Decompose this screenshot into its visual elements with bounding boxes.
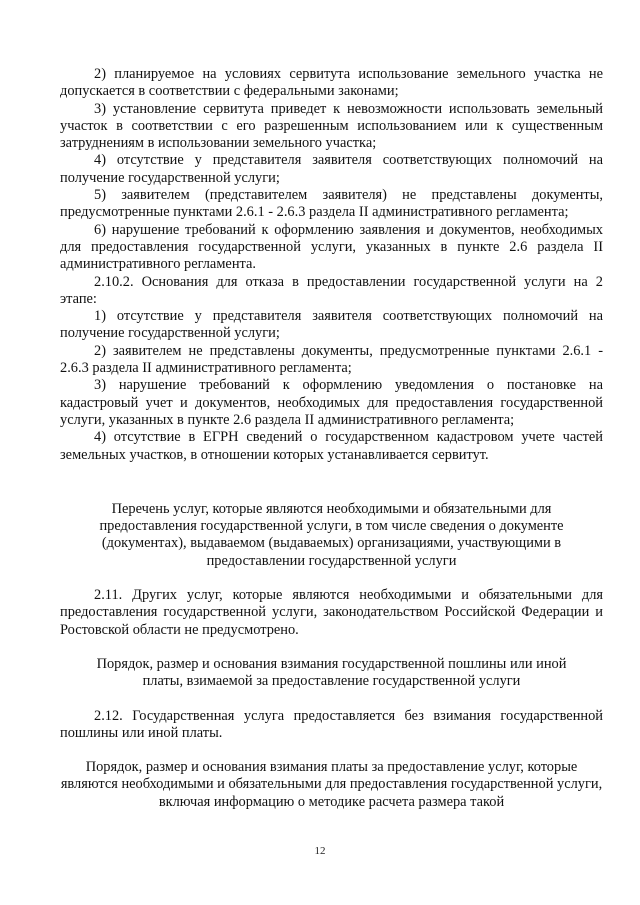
- spacer: [60, 691, 603, 708]
- section-heading-payment-procedure: Порядок, размер и основания взимания платы за предоставление услуг, которые являются необходимыми и обязательными для предоставления государственной услуги, включая информацию о методике расчета размера такой: [60, 759, 603, 810]
- spacer: [60, 639, 603, 656]
- document-body: [60, 66, 603, 811]
- paragraph-item-6: 6) нарушение требований к оформлению заявления и документов, необходимых для предоставления государственной услуги, указанных в пункте 2.6 раздела II административного регламента.: [60, 221, 603, 273]
- paragraph-item-4: 4) отсутствие у представителя заявителя соответствующих полномочий на получение государственной услуги;: [60, 152, 603, 186]
- paragraph-stage2-item-1: 1) отсутствие у представителя заявителя соответствующих полномочий на получение государственной услуги;: [60, 308, 603, 342]
- paragraph-stage2-item-3: 3) нарушение требований к оформлению уведомления о постановке на кадастровый учет и документов, необходимых для предоставления государственной услуги, указанных в пункте 2.6 раздела II административного регламента;: [60, 377, 603, 428]
- paragraph-stage2-item-2: 2) заявителем не представлены документы, предусмотренные пунктами 2.6.1 - 2.6.3 раздела II административного регламента;: [60, 342, 603, 377]
- paragraph-2-10-2: 2.10.2. Основания для отказа в предоставлении государственной услуги на 2 этапе:: [60, 273, 603, 307]
- paragraph-2-12: 2.12. Государственная услуга предоставляется без взимания государственной пошлины или иной платы.: [60, 707, 603, 741]
- spacer: [60, 742, 603, 759]
- paragraph-item-5: 5) заявителем (представителем заявителя) не представлены документы, предусмотренные пунктами 2.6.1 - 2.6.3 раздела II административного регламента;: [60, 187, 603, 221]
- paragraph-item-3: 3) установление сервитута приведет к невозможности использовать земельный участок в соответствии с его разрешенным использованием или к существенным затруднениям в использовании земельного участка;: [60, 100, 603, 152]
- paragraph-2-11: 2.11. Других услуг, которые являются необходимыми и обязательными для предоставления государственной услуги, законодательством Российской Федерации и Ростовской области не предусмотрено.: [60, 587, 603, 638]
- paragraph-item-2: 2) планируемое на условиях сервитута использование земельного участка не допускается в соответствии с федеральными законами;: [60, 66, 603, 100]
- section-heading-related-services: Перечень услуг, которые являются необходимыми и обязательными для предоставления государственной услуги, в том числе сведения о документе (документах), выдаваемом (выдаваемых) организациями, участвующими в предоставлении государственной услуги: [99, 500, 564, 569]
- spacer: [60, 464, 603, 501]
- page-number: 12: [314, 845, 326, 857]
- paragraph-stage2-item-4: 4) отсутствие в ЕГРН сведений о государственном кадастровом учете частей земельных участков, в отношении которых устанавливается сервитут.: [60, 429, 603, 463]
- section-heading-state-fee: Порядок, размер и основания взимания государственной пошлины или иной платы, взимаемой за предоставление государственной услуги: [96, 655, 567, 690]
- spacer: [60, 570, 603, 587]
